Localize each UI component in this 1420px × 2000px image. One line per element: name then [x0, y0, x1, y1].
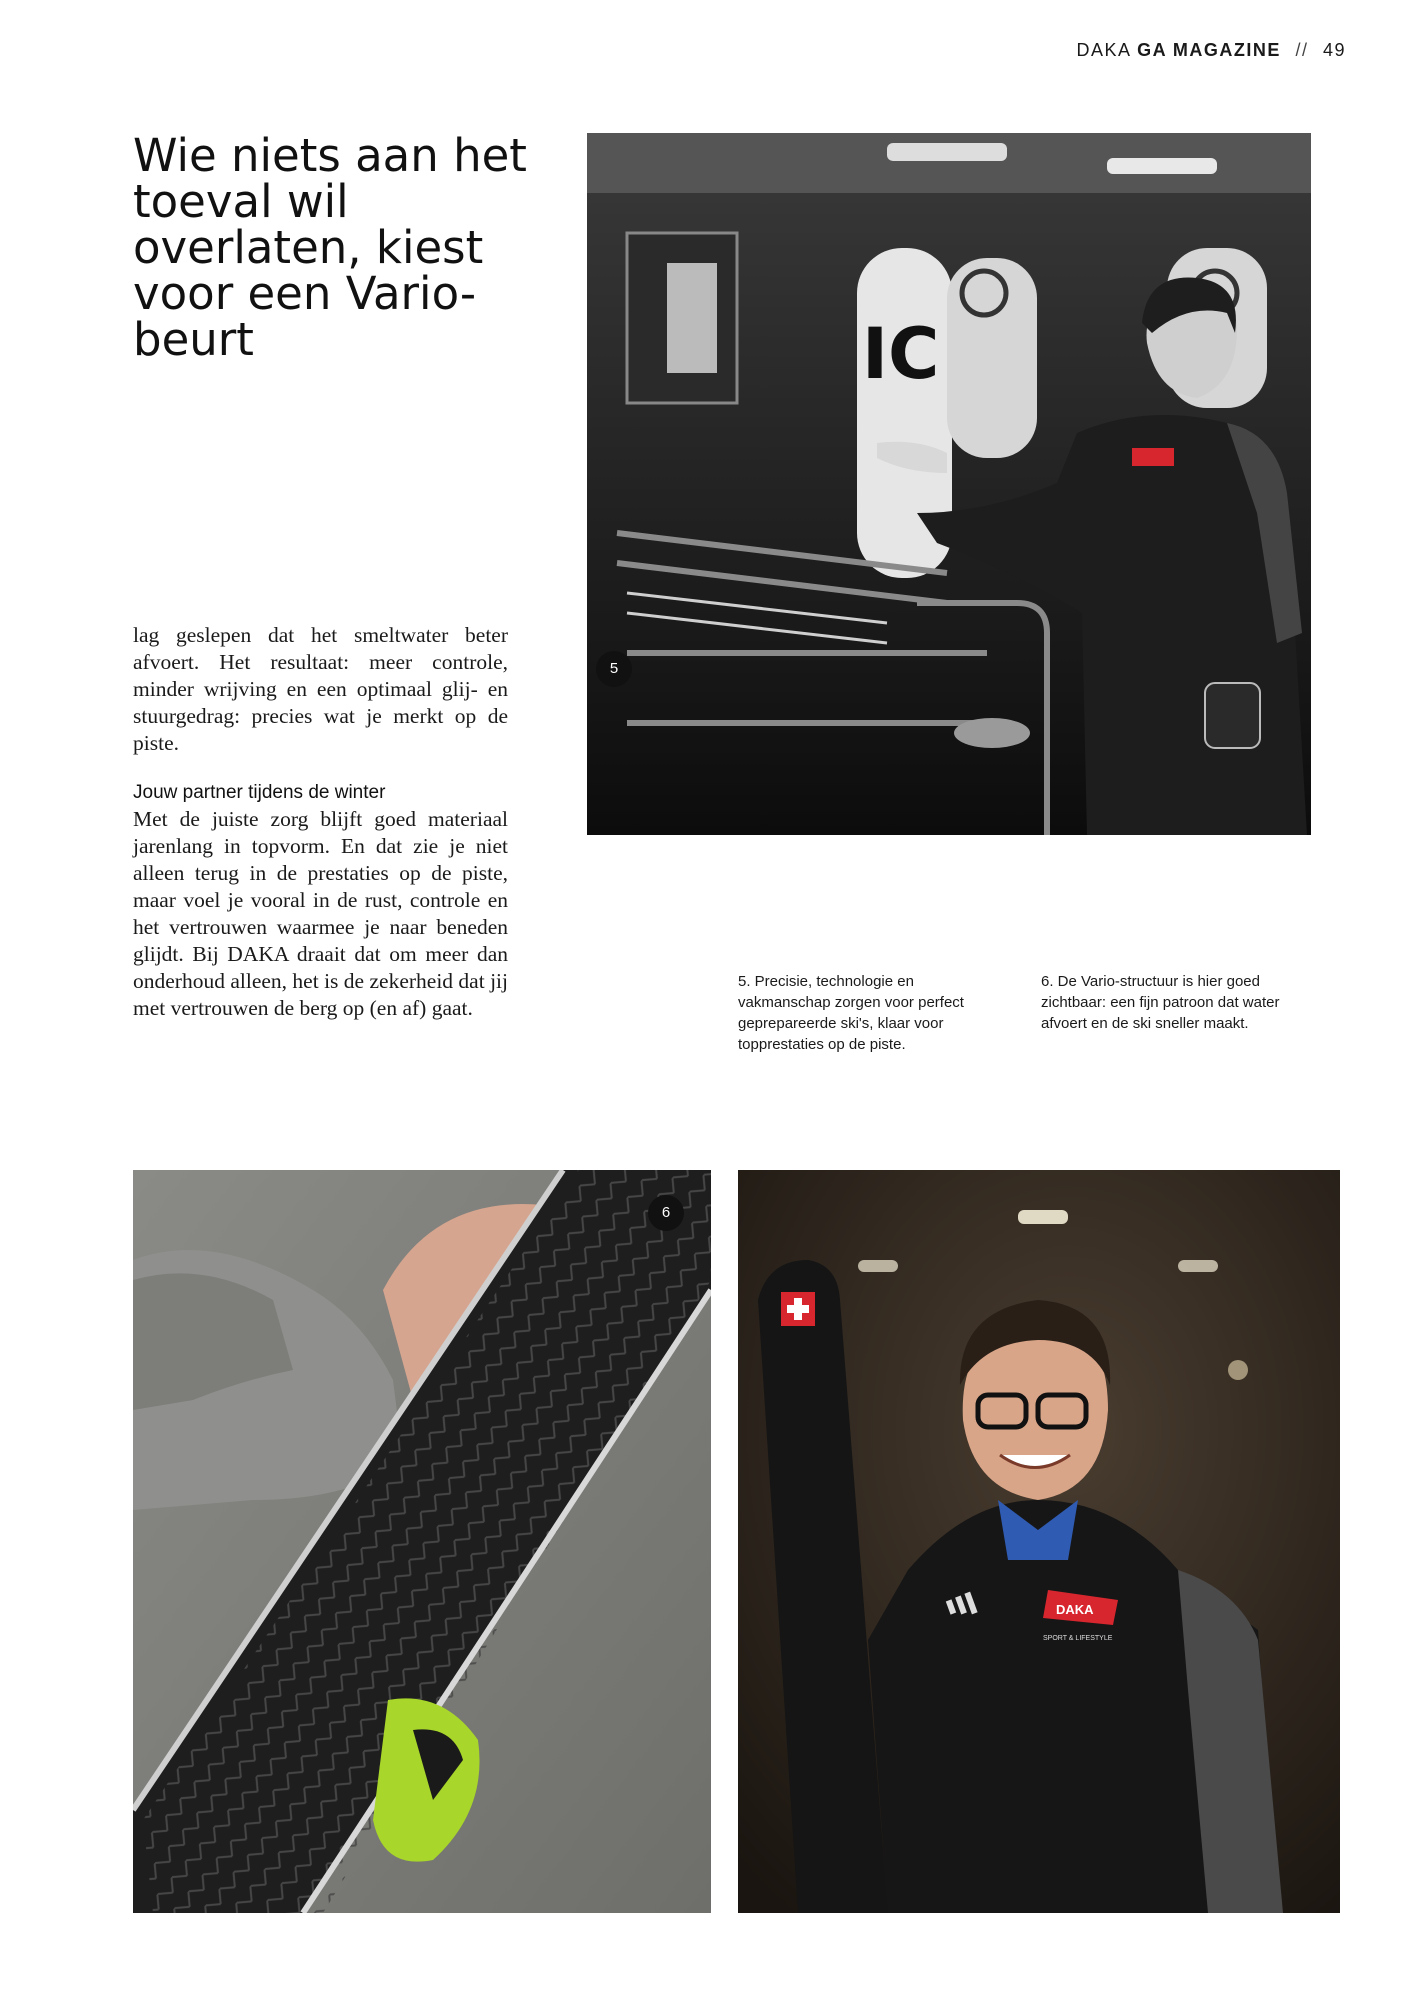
article-body [133, 622, 508, 1022]
page-header [1077, 40, 1346, 61]
body-subheading: Jouw partner tijdens de winter [133, 782, 386, 803]
article-headline: Wie niets aan het toeval wil overlaten, kiest voor een Vario-beurt [133, 129, 527, 366]
photo-caption-5: 5. Precisie, technologie en vakmanschap zorgen voor perfect geprepareerde ski's, klaar voor topprestaties op de piste. [738, 973, 964, 1053]
header-separator: // [1295, 40, 1309, 60]
jacket-logo-sub: SPORT & LIFESTYLE [1043, 1635, 1113, 1642]
photo-employee-with-ski [738, 1170, 1340, 1913]
photo-number-badge-5: 5 [596, 651, 632, 687]
board-letters: IC [862, 313, 940, 395]
photo-ski-machine-technician [587, 133, 1311, 835]
body-paragraph-2: Met de juiste zorg blijft goed materiaal jarenlang in topvorm. En dat zie je niet alleen terug in de prestaties op de piste, maar voel je vooral in de rust, controle en het vertrouwen waarmee je naar beneden glijdt. Bij DAKA draait dat om meer dan onderhoud alleen, het is de zekerheid dat jij met vertrouwen de berg op (en af) gaat. [133, 807, 508, 1020]
photo-caption-6: 6. De Vario-structuur is hier goed zichtbaar: een fijn patroon dat water afvoert en de ski sneller maakt. [1041, 973, 1280, 1032]
header-brand: DAKA [1076, 40, 1131, 60]
photo-number-badge-6: 6 [648, 1195, 684, 1231]
page-number: 49 [1322, 40, 1346, 60]
photo-ski-base-vario-structure [133, 1170, 711, 1913]
jacket-logo: DAKA [1056, 1602, 1094, 1617]
header-magazine: GA MAGAZINE [1137, 40, 1281, 60]
body-paragraph-1: lag geslepen dat het smeltwater beter afvoert. Het resultaat: meer controle, minder wrijving en een optimaal glij- en stuurgedrag: precies wat je merkt op de piste. [133, 623, 508, 755]
